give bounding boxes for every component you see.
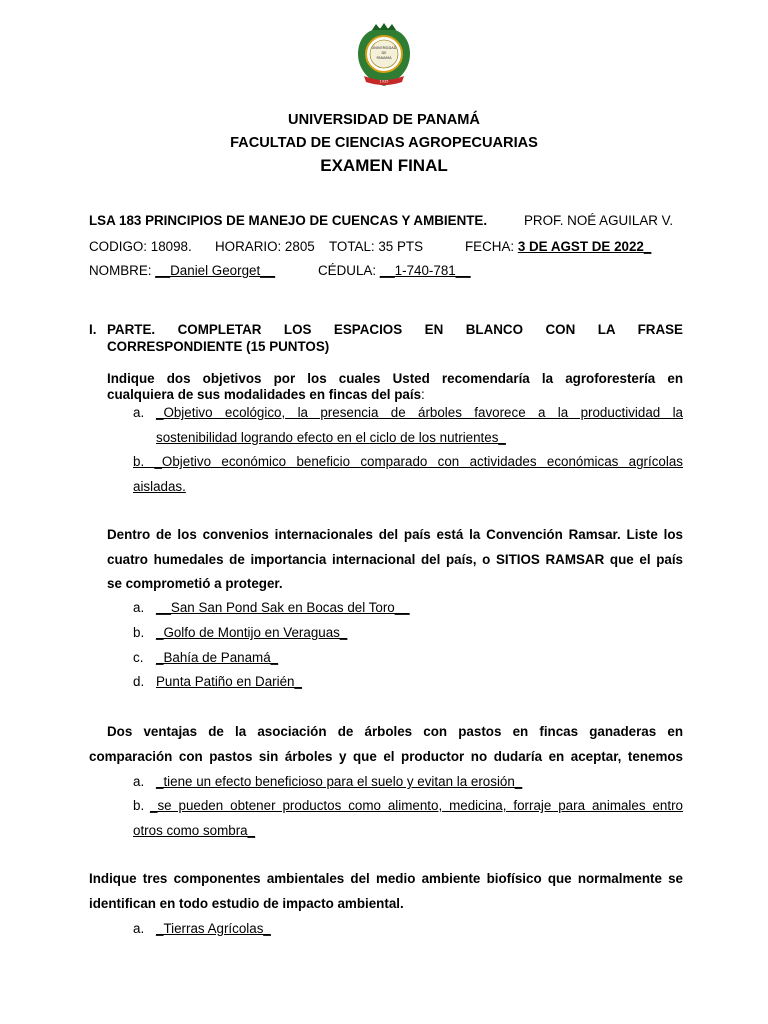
exam-title: EXAMEN FINAL: [320, 156, 448, 175]
student-name-row: [89, 263, 275, 278]
answer-3a-label: a.: [133, 774, 145, 789]
question-3-line1: Dos ventajas de la asociación de árboles con pastos en fincas ganaderas en: [107, 724, 683, 739]
answer-4a: _Tierras Agrícolas_: [156, 921, 271, 936]
svg-text:DE: DE: [381, 51, 387, 55]
date-label: FECHA:: [465, 239, 515, 254]
answer-1a-line1: _Objetivo ecológico, la presencia de árboles favorece a la productividad la: [156, 405, 683, 420]
answer-2a: __San San Pond Sak en Bocas del Toro__: [156, 600, 410, 615]
student-id: __1-740-781__: [379, 263, 471, 278]
part-heading-line2: CORRESPONDIENTE (15 PUNTOS): [107, 339, 330, 354]
answer-2b-label: b.: [133, 625, 145, 640]
total-points: TOTAL: 35 PTS: [329, 239, 424, 254]
professor-name: PROF. NOÉ AGUILAR V.: [524, 213, 674, 228]
part-heading-line1: PARTE. COMPLETAR LOS ESPACIOS EN BLANCO CON LA FRASE: [107, 322, 683, 337]
name-label: NOMBRE:: [89, 263, 152, 278]
answer-2d-label: d.: [133, 674, 145, 689]
answer-3b-line2: otros como sombra_: [133, 823, 256, 838]
question-2-line2: cuatro humedales de importancia internacional del país, o SITIOS RAMSAR que el país: [107, 552, 683, 567]
svg-text:PANAMÁ: PANAMÁ: [376, 56, 392, 60]
answer-1a-label: a.: [133, 405, 145, 420]
question-1-line2: [107, 387, 425, 402]
question-1-colon: :: [421, 387, 425, 402]
answer-2a-label: a.: [133, 600, 145, 615]
date-tail: _: [643, 239, 652, 254]
answer-4a-label: a.: [133, 921, 145, 936]
university-name: UNIVERSIDAD DE PANAMÁ: [288, 112, 480, 128]
question-4-line1: Indique tres componentes ambientales del medio ambiente biofísico que normalmente se: [89, 871, 683, 886]
svg-text:UNIVERSIDAD: UNIVERSIDAD: [371, 46, 397, 50]
exam-date: [465, 239, 651, 254]
faculty-name: FACULTAD DE CIENCIAS AGROPECUARIAS: [230, 135, 538, 151]
student-name: __Daniel Georget__: [155, 263, 276, 278]
answer-3b-line1: _se pueden obtener productos como alimento, medicina, forraje para animales entro: [150, 798, 683, 813]
date-value: 3 DE AGST DE 2022: [517, 239, 644, 254]
university-seal-logo: [354, 22, 414, 90]
answer-1b-line1: b. _Objetivo económico beneficio comparado con actividades económicas agrícolas: [133, 454, 683, 469]
question-4-line2: identifican en todo estudio de impacto ambiental.: [89, 896, 404, 911]
svg-text:1935: 1935: [379, 79, 389, 84]
question-1-line1: Indique dos objetivos por los cuales Usted recomendaría la agroforestería en: [107, 371, 683, 386]
student-id-row: [318, 263, 471, 278]
course-title: LSA 183 PRINCIPIOS DE MANEJO DE CUENCAS Y AMBIENTE.: [89, 213, 488, 228]
answer-2d: Punta Patiño en Darién_: [156, 674, 302, 689]
course-schedule: HORARIO: 2805: [215, 239, 315, 254]
answer-1a-line2: sostenibilidad logrando efecto en el ciclo de los nutrientes_: [156, 430, 506, 445]
answer-1b-line2: aisladas.: [133, 479, 186, 494]
answer-2c: _Bahía de Panamá_: [156, 650, 279, 665]
question-1-line2-text: cualquiera de sus modalidades en fincas del país: [107, 387, 422, 402]
question-2-line3: se comprometió a proteger.: [107, 576, 283, 591]
course-code: CODIGO: 18098.: [89, 239, 192, 254]
answer-2c-label: c.: [133, 650, 144, 665]
answer-2b: _Golfo de Montijo en Veraguas_: [156, 625, 348, 640]
id-label: CÉDULA:: [318, 263, 377, 278]
part-number: I.: [89, 322, 97, 337]
answer-3b-label: b.: [133, 798, 145, 813]
question-3-line2: comparación con pastos sin árboles y que el productor no dudaría en aceptar, tenemos: [89, 749, 683, 764]
answer-3a: _tiene un efecto beneficioso para el suelo y evitan la erosión_: [156, 774, 523, 789]
question-2-line1: Dentro de los convenios internacionales del país está la Convención Ramsar. Liste los: [107, 527, 683, 542]
